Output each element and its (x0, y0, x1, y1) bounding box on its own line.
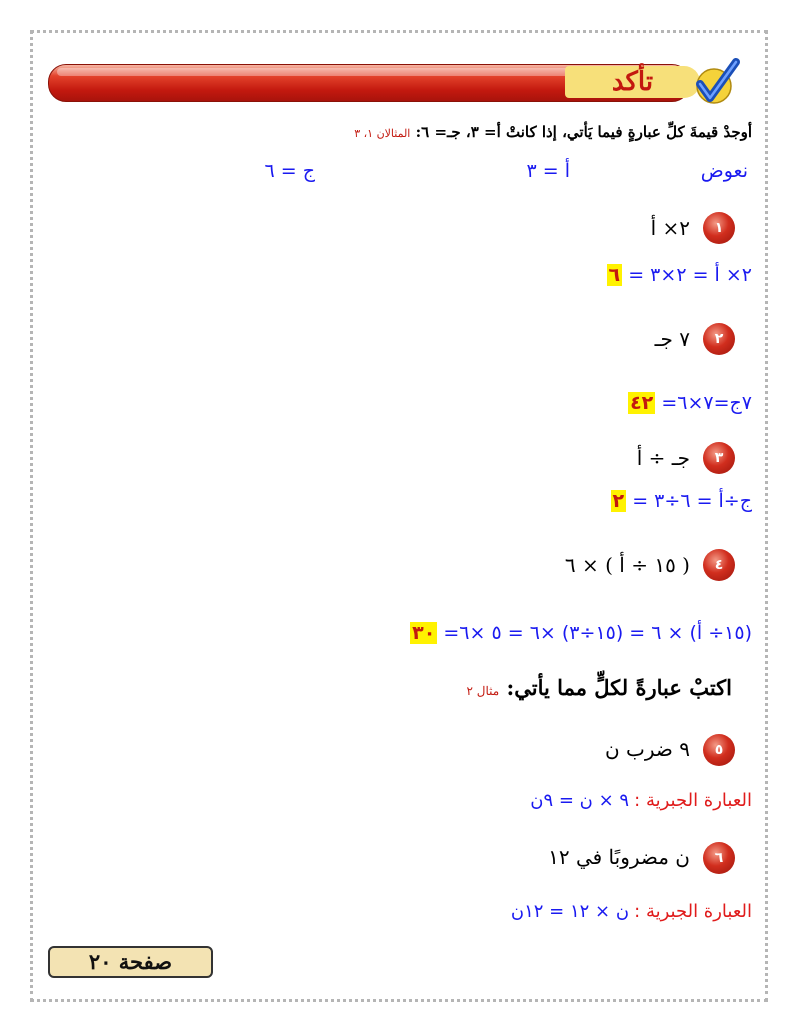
substitution-c: ج = ٦ (264, 160, 315, 182)
answer-result: ٣٠ (412, 622, 436, 644)
answer-work: ج÷أ = ٦÷٣ = (632, 490, 752, 512)
problem-answer (410, 622, 752, 644)
problem-expression: ( ١٥ ÷ أ ) × ٦ (564, 553, 690, 577)
section-title-text: اكتبْ عبارةً لكلٍّ مما يأتي: (506, 675, 732, 700)
instruction (354, 123, 752, 141)
algebraic-expression: ن × ١٢ = ١٢ن (510, 901, 630, 922)
substitution-label: نعوض (700, 160, 748, 182)
instruction-ref: المثالان ١، ٣ (354, 127, 411, 140)
answer-work: ٢× أ = ٢×٣ = (628, 264, 752, 286)
algebraic-label: العبارة الجبرية : (634, 901, 752, 922)
problem-expression: ن مضروبًا في ١٢ (548, 845, 690, 869)
problem-expression: جـ ÷ أ (636, 446, 690, 470)
instruction-text: أوجدْ قيمةَ كلِّ عبارةٍ فيما يَأتي، إذا كانتْ أ= ٣، جـ= ٦: (415, 123, 752, 141)
problem-number-badge: ١ (703, 212, 735, 244)
problem-answer (511, 901, 752, 922)
algebraic-label: العبارة الجبرية : (634, 790, 752, 811)
problem-answer (530, 790, 752, 811)
section-title (467, 675, 733, 700)
problem-answer (611, 490, 752, 512)
answer-result: ٦ (608, 264, 621, 286)
substitution-a: أ = ٣ (526, 160, 570, 182)
section-title-ref: مثال ٢ (466, 684, 500, 698)
problem-number-badge: ٥ (703, 734, 735, 766)
checkmark-icon (690, 56, 742, 108)
problem-answer (628, 392, 752, 414)
page-number-label: صفحة ٢٠ (48, 946, 213, 978)
answer-work: ٧ج=٧×٦= (661, 392, 752, 414)
answer-work: (١٥÷ أ) × ٦ = (١٥÷٣) ×٦ = ٥ ×٦= (443, 622, 752, 644)
answer-result: ٢ (612, 490, 625, 512)
problem-number-badge: ٤ (703, 549, 735, 581)
header-title: تأكد (565, 66, 700, 98)
problem-expression: ٢× أ (650, 216, 690, 240)
problem-number-badge: ٢ (703, 323, 735, 355)
algebraic-expression: ٩ × ن = ٩ن (530, 790, 630, 811)
problem-number-badge: ٣ (703, 442, 735, 474)
problem-expression: ٩ ضرب ن (605, 737, 690, 761)
answer-result: ٤٢ (630, 392, 654, 414)
problem-answer (607, 264, 752, 286)
problem-expression: ٧ جـ (654, 327, 690, 351)
problem-number-badge: ٦ (703, 842, 735, 874)
